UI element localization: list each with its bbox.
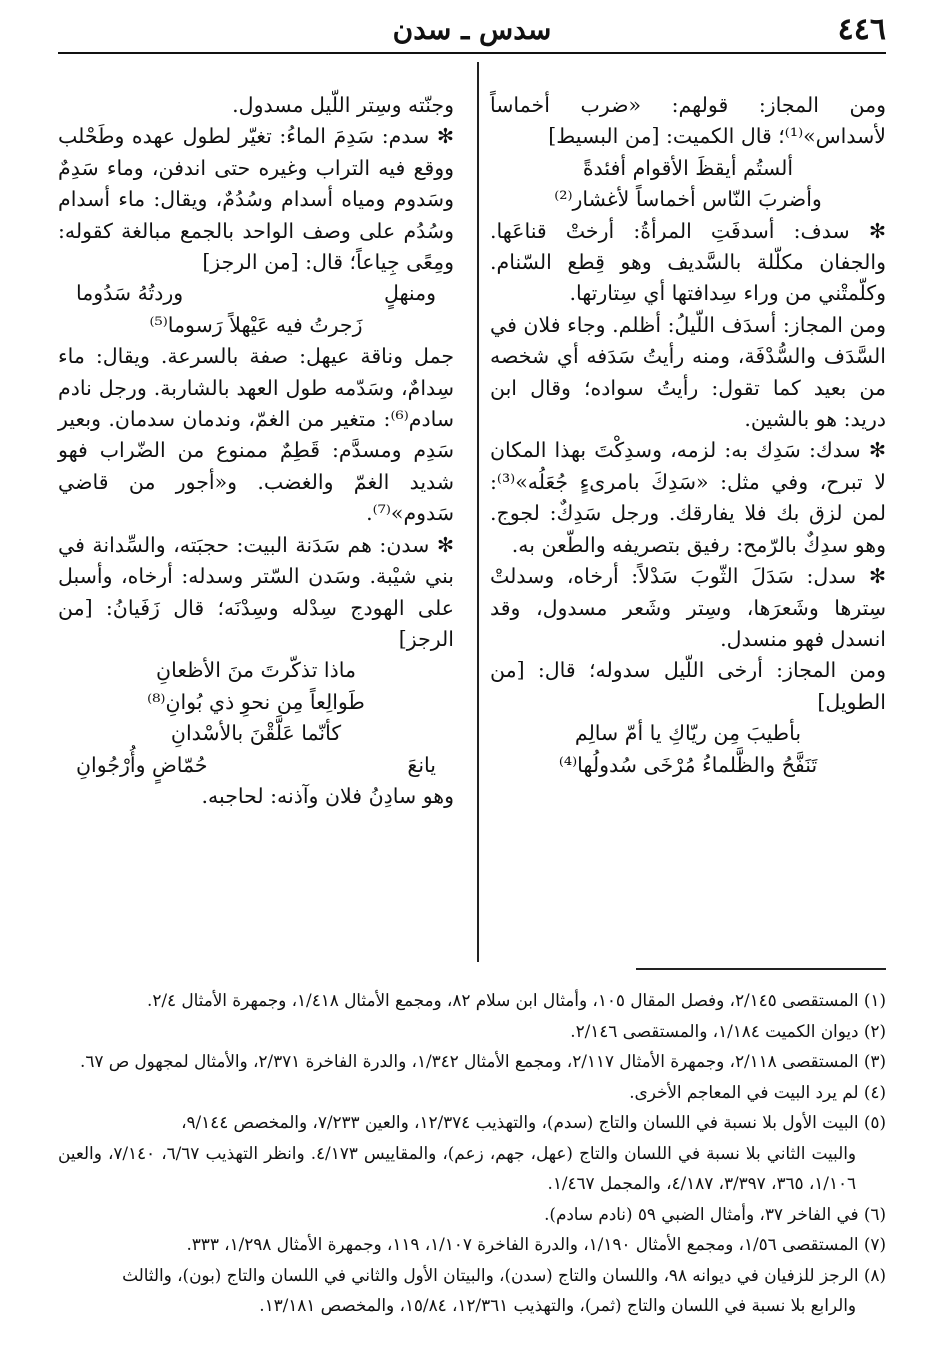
verse-hemistich: بأطيبَ مِن ريّاكِ يا أمّ سالِم (574, 721, 802, 746)
footnotes (58, 985, 886, 1321)
paragraph: ومن المجاز: قولهم: «ضرب أخماساً لأسداس»⁽¹⁾؛ قال الكميت: [من البسيط] (490, 93, 886, 149)
column-divider (477, 62, 479, 962)
paragraph: جمل وناقة عيهل: صفة بالسرعة. ويقال: ماء سِدامٌ، وسَدّمه طول العهد بالشاربة. ورجل نادم سادم⁽⁶⁾: متغير من الغمّ، وندمان سدمان. وبعير سَدِم ومسدَّم: قَطِمٌ ممنوع من الضّراب فهو شديد الغمّ والغضب. و«أجور من قاضي سَدوم»⁽⁷⁾. (58, 344, 454, 526)
footnote: (٢) ديوان الكميت ١/١٨٤، والمستقصى ٢/١٤٦. (570, 1020, 886, 1041)
paragraph: ✻ سدم: سَدِمَ الماءُ: تغيّر لطول عهده وطَحْلب ووقع فيه التراب وغيره حتى اندفن، وماء سَدِمٌ وسَدوم ومياه أسدام وسُدُمٌ، ويقال: ماء أسدام وسُدُم على وصف الواحد بالجمع مبالغة كقوله: ومِعًى جِياعاً؛ قال: [من الرجز] (58, 124, 454, 275)
left-column (58, 90, 454, 812)
footnote: (٨) الرجز للزفيان في ديوانه ٩٨، واللسان والتاج (سدن)، والبيتان الأول والثاني في اللسان والتاج (بون)، والثالث (122, 1264, 886, 1285)
verse-hemistich: ماذا تذكّرتَ منَ الأظعانِ (156, 658, 356, 683)
right-column (490, 90, 886, 781)
footnote: (٣) المستقصى ٢/١١٨، وجمهرة الأمثال ٢/١١٧، ومجمع الأمثال ١/٣٤٢، والدرة الفاخرة ٢/٣٧١، والأمثال لمجهول ص ٦٧. (80, 1051, 886, 1071)
verse-hemistich: ألستُم أيقظَ الأقوام أفئدةً (582, 155, 794, 180)
verse-hemistich: يانعَ (407, 752, 436, 777)
verse (490, 153, 886, 216)
verse-hemistich: تَنَفَّحُ والظَّلماءُ مُرْخَى سُدولُها⁽⁴⁾ (558, 752, 818, 777)
verse (490, 718, 886, 781)
footnote: (٦) في الفاخر ٣٧، وأمثال الضبي ٥٩ (نادم سادم). (544, 1203, 886, 1224)
verse-line (490, 184, 886, 215)
verse-line (58, 750, 454, 781)
page-number: ٤٤٦ (837, 12, 886, 47)
header-rule (58, 52, 886, 54)
verse-line (490, 153, 886, 184)
footnote: (١) المستقصى ٢/١٤٥، وفصل المقال ١٠٥، وأمثال ابن سلام ٨٢، ومجمع الأمثال ١/٤١٨، وجمهرة الأمثال ٢/٤. (147, 990, 886, 1010)
footnote-continuation: والبيت الثاني بلا نسبة في اللسان والتاج (عهل، جهم، زعم)، والمقاييس ٤/١٧٣. وانظر التهذيب ٦/٦٧، ٧/١٤٠، والعين ١/١٠٦، ٣٦٥، ٣/٣٩٧، ٤/١٨٧، والمجمل ١/٤٦٧. (58, 1142, 856, 1193)
footnote: (٧) المستقصى ١/٥٦، ومجمع الأمثال ١/١٩٠، والدرة الفاخرة ١/١٠٧، ١١٩، وجمهرة الأمثال ١/٢٩٨، ٣٣٣. (186, 1234, 886, 1254)
text-columns (58, 62, 886, 962)
verse-hemistich: وردتُهُ سَدُوما (76, 281, 184, 306)
verse-hemistich: حُمّاضٍ وأُرْجُوانِ (76, 752, 208, 777)
verse-line (58, 278, 454, 309)
verse-hemistich: ومنهلٍ (383, 281, 436, 306)
paragraph: ومن المجاز: أرخى اللّيل سدوله؛ قال: [من الطويل] (490, 658, 886, 714)
verse (58, 278, 454, 341)
verse-line (58, 655, 454, 686)
verse-line (58, 718, 454, 749)
verse-line (58, 310, 454, 341)
paragraph: ✻ سدف: أسدفَتِ المرأةُ: أرختْ قناعَها. والجفان مكلّلة بالسَّديف وهو قِطع السّنام. وكلّمتْني من وراء سِدافتها أي سِتارتها. (490, 218, 886, 306)
paragraph: ✻ سدك: سَدِك به: لزمه، وسدِكْتَ بهذا المكان لا تبرح، وفي مثل: «سَدِكَ بامرىءٍ جُعَلُه»⁽³⁾: لمن لزق بك فلا يفارقك. ورجل سَدِكٌ: لجوج. وهو سدِكٌ بالرّمح: رفيق بتصريفه والطّعن به. (490, 438, 886, 557)
footnote: (٤) لم يرد البيت في المعاجم الأخرى. (629, 1081, 886, 1102)
paragraph: ✻ سدن: هم سَدَنة البيت: حجبَته، والسِّدانة في بني شيْبة. وسَدن السّتر وسدله: أرخاه، وأسبل على الهودج سِدْله وسِدْنَه؛ قال زَفَيانُ: [من الرجز] (58, 532, 454, 651)
verse (58, 655, 454, 781)
footnote-rule (636, 968, 886, 970)
verse-hemistich: كأنّما عَلَّقْنَ بالأسْدانِ (170, 721, 342, 746)
verse-line (490, 750, 886, 781)
verse-hemistich: زَجرتُ فيه عَيْهلاً رَسوما⁽⁵⁾ (149, 312, 363, 337)
paragraph: وجنّته وسِتر اللّيل مسدول. (232, 93, 454, 117)
footnote: (٥) البيت الأول بلا نسبة في اللسان والتاج (سدم)، والتهذيب ١٢/٣٧٤، والعين ٧/٢٣٣، والمخصص ٩/١٤٤، (181, 1112, 886, 1132)
verse-line (58, 687, 454, 718)
verse-hemistich: وأضربَ النّاس أخماساً لأغشار⁽²⁾ (554, 187, 822, 212)
verse-line (490, 718, 886, 749)
paragraph: وهو سادِنُ فلان وآذنه: لحاجبه. (201, 783, 454, 808)
footnote-continuation: والرابع بلا نسبة في اللسان والتاج (ثمر)، والتهذيب ١٢/٣٦١، ١٥/٨٤، والمخصص ١٣/١٨١. (259, 1295, 856, 1315)
verse-hemistich: طَوالِعاً مِن نحوِ ذي بُوانِ⁽⁸⁾ (147, 689, 365, 714)
page-header (58, 12, 886, 48)
paragraph: ومن المجاز: أسدَف اللّيلُ: أظلم. وجاء فلان في السَّدَف والسُّدْفَة، ومنه رأيتُ سَدَفه أي شخصه من بعيد كما تقول: رأيتُ سواده؛ وقال ابن دريد: هو بالشين. (490, 312, 886, 432)
running-title: سدس ـ سدن (392, 13, 552, 46)
paragraph: ✻ سدل: سَدَلَ الثّوبَ سَدْلاً: أرخاه، وسدلتْ سِترها وشَعرَها، وسِتر وشَعر مسدول، وقد انسدل فهو منسدل. (490, 564, 886, 651)
